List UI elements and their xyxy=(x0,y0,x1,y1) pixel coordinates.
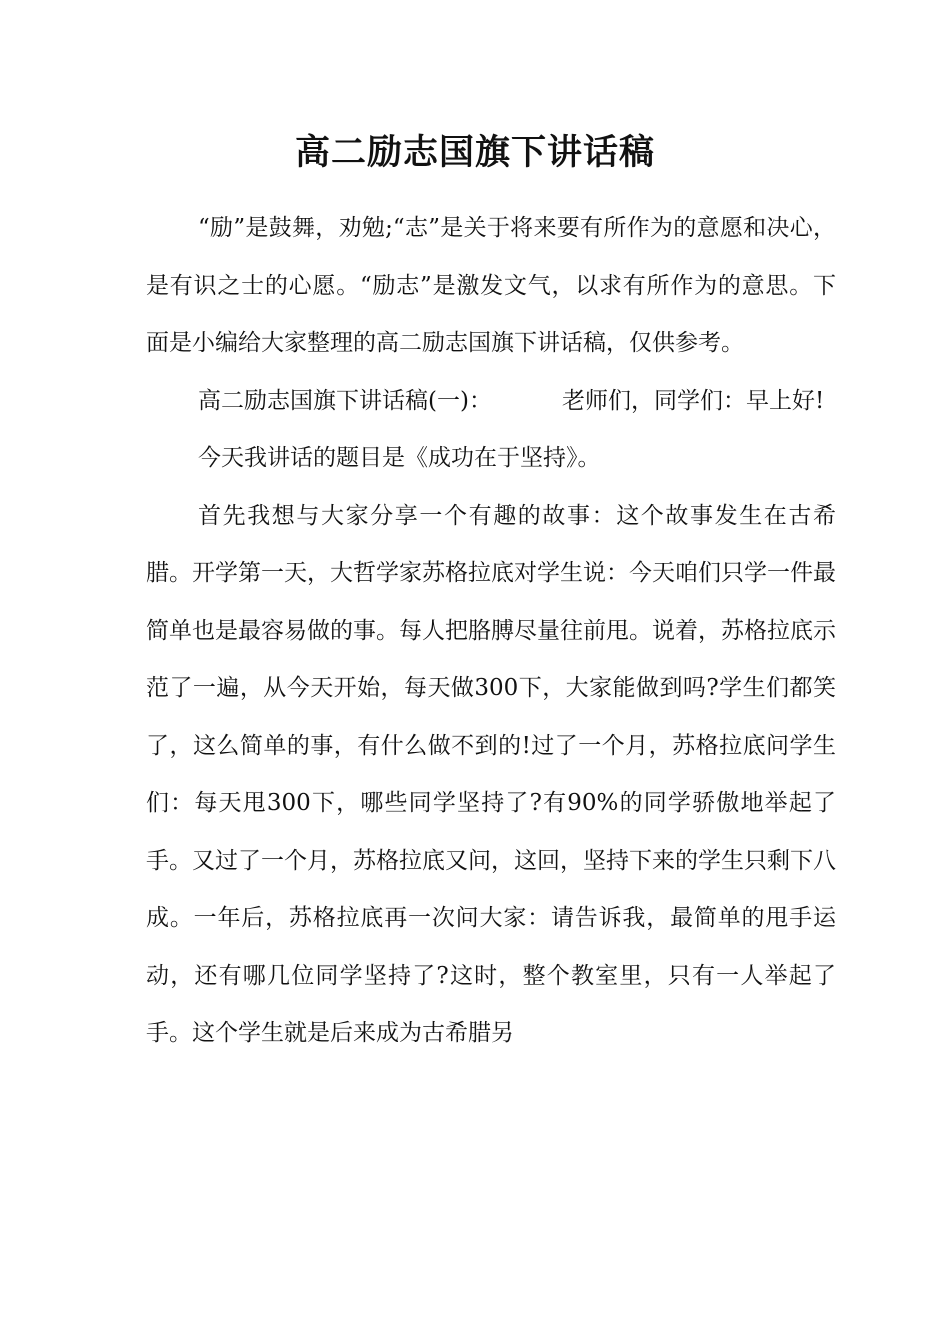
section-opening-paragraph xyxy=(146,373,836,431)
topic-paragraph: 今天我讲话的题目是《成功在于坚持》。 xyxy=(198,445,601,471)
salutation: 老师们，同学们： xyxy=(561,387,746,414)
section-heading: 高二励志国旗下讲话稿(一)： xyxy=(198,387,492,414)
document-body xyxy=(146,200,836,1063)
greeting: 早上好! xyxy=(745,387,825,414)
intro-paragraph: “励”是鼓舞，劝勉;“志”是关于将来要有所作为的意愿和决心，是有识之士的心愿。“励志”是激发文气，以求有所作为的意思。下面是小编给大家整理的高二励志国旗下讲话稿，仅供参考。 xyxy=(146,215,836,356)
document-title: 高二励志国旗下讲话稿 xyxy=(294,132,655,173)
story-paragraph: 首先我想与大家分享一个有趣的故事：这个故事发生在古希腊。开学第一天，大哲学家苏格拉底对学生说：今天咱们只学一件最简单也是最容易做的事。每人把胳膊尽量往前甩。说着，苏格拉底示范了一遍，从今天开始，每天做300下，大家能做到吗?学生们都笑了，这么简单的事，有什么做不到的!过了一个月，苏格拉底问学生们：每天甩300下，哪些同学坚持了?有90%的同学骄傲地举起了手。又过了一个月，苏格拉底又问，这回，坚持下来的学生只剩下八成。一年后，苏格拉底再一次问大家：请告诉我，最简单的甩手运动，还有哪几位同学坚持了?这时，整个教室里，只有一人举起了手。这个学生就是后来成为古希腊另 xyxy=(146,502,836,1046)
